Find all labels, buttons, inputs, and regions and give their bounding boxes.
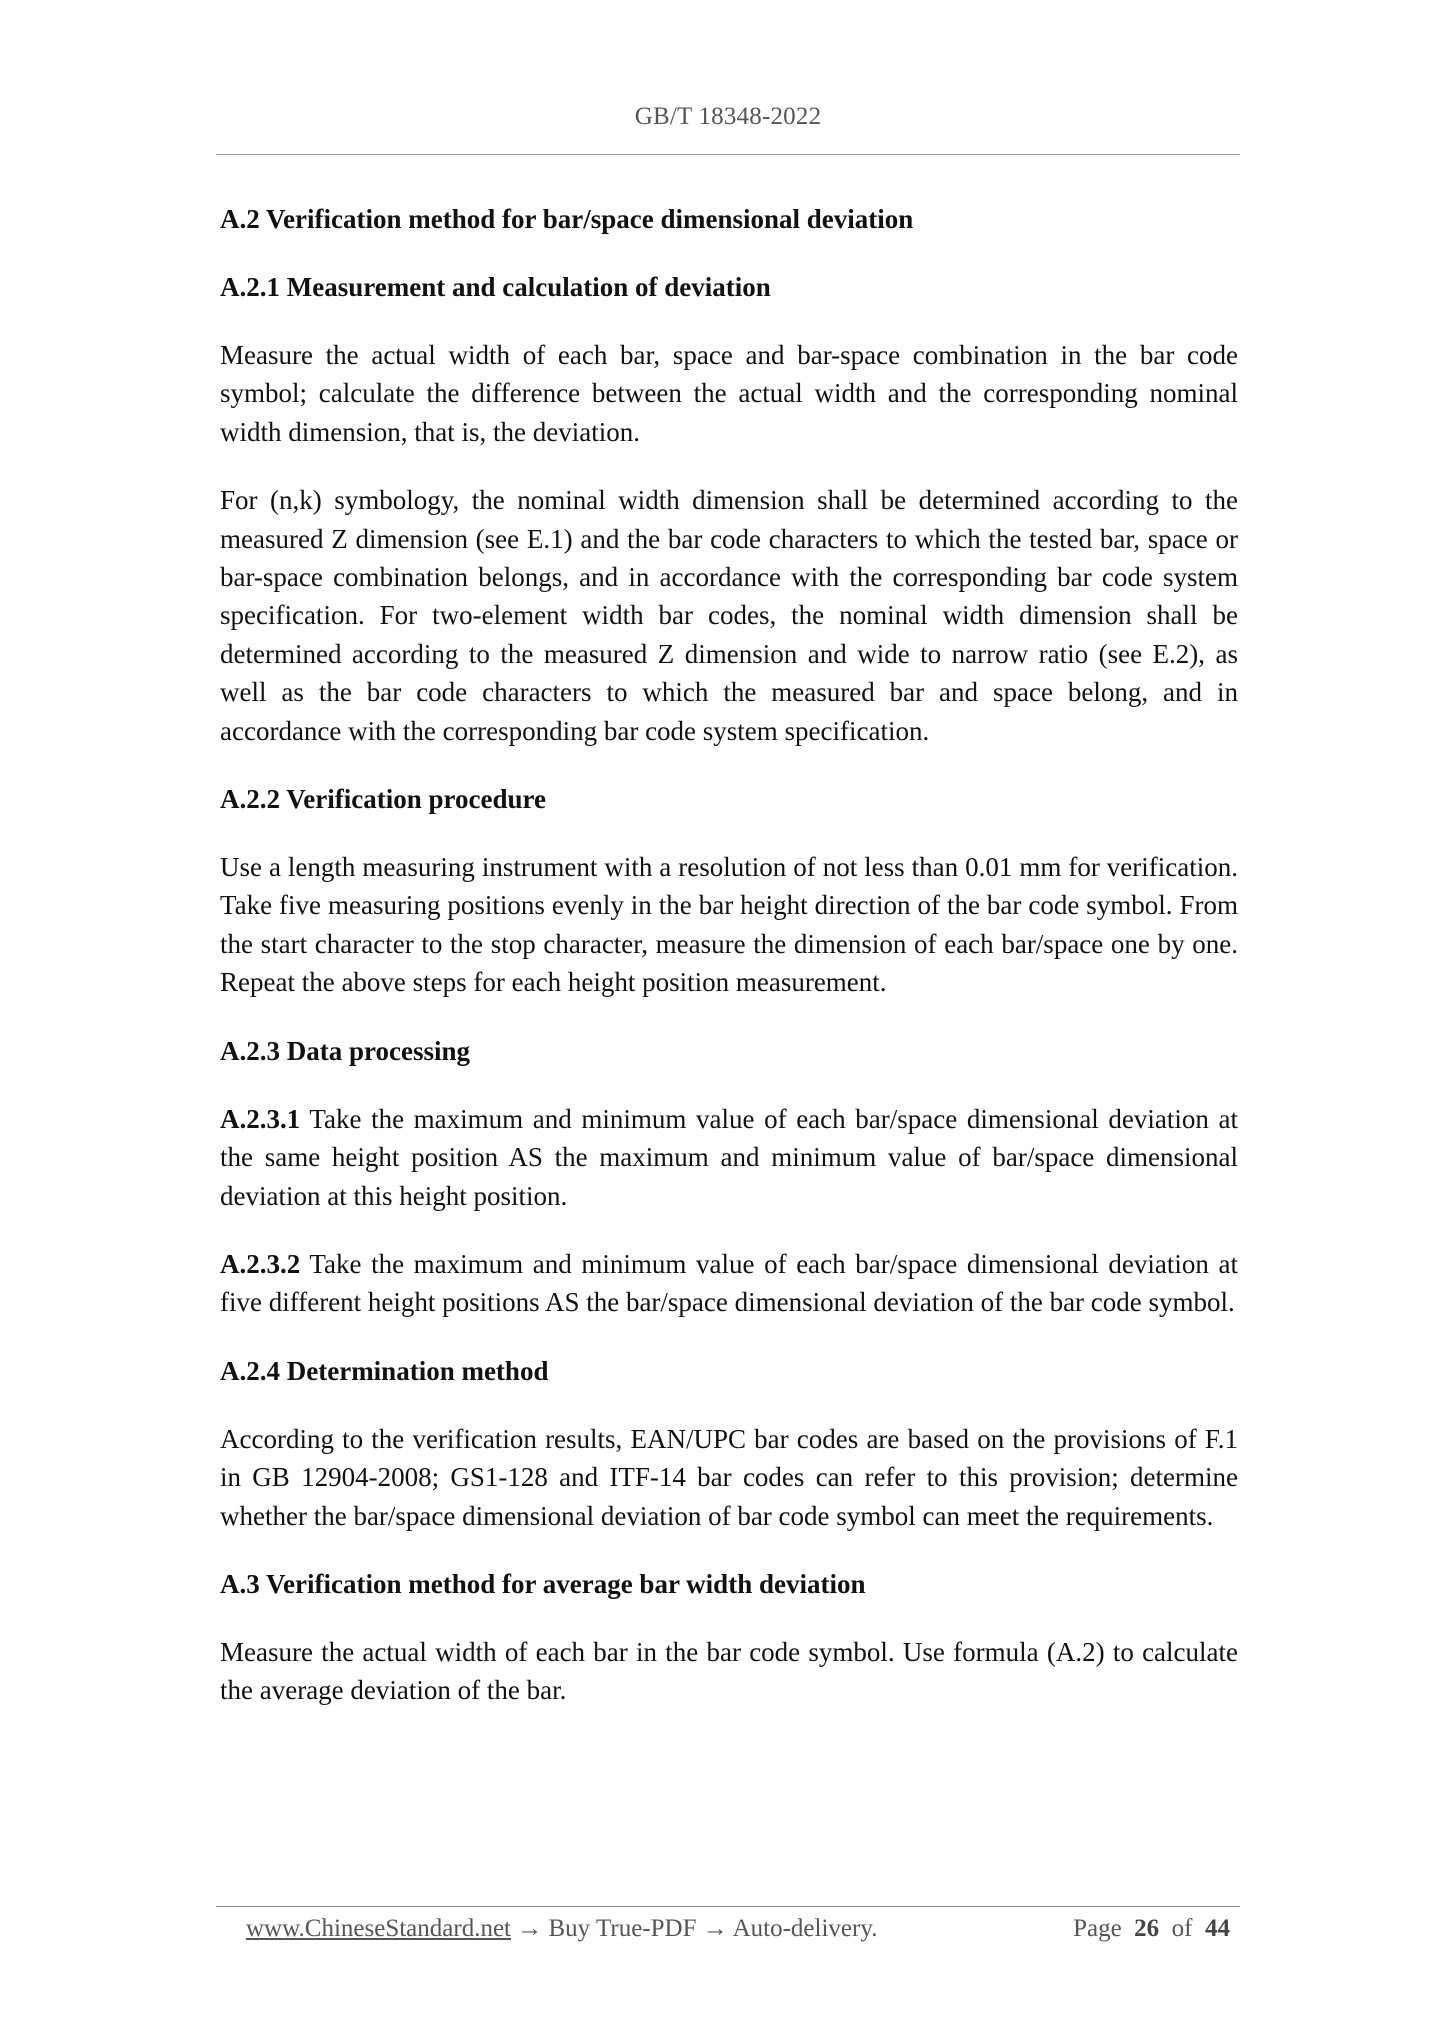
total-page-number: 44 xyxy=(1205,1915,1230,1942)
footer-divider xyxy=(216,1906,1240,1907)
clause-text-a232: Take the maximum and minimum value of each bar/space dimensional deviation at five different height positions AS the bar/space dimensional deviation of the bar code symbol. xyxy=(220,1248,1238,1318)
of-word: of xyxy=(1171,1915,1193,1942)
page-counter xyxy=(1073,1912,1230,1946)
paragraph-a21-1: Measure the actual width of each bar, space and bar-space combination in the bar code symbol; calculate the difference between the actual width and the corresponding nominal width dimension, that is, the deviation. xyxy=(220,340,1238,447)
paragraph-a3-1: Measure the actual width of each bar in the bar code symbol. Use formula (A.2) to calculate the average deviation of the bar. xyxy=(220,1636,1238,1706)
paragraph-a231 xyxy=(220,1100,1238,1215)
auto-delivery-text: Auto-delivery. xyxy=(732,1915,878,1942)
clause-text-a231: Take the maximum and minimum value of each bar/space dimensional deviation at the same height position AS the maximum and minimum value of bar/space dimensional deviation at this height position. xyxy=(220,1103,1238,1211)
section-heading-a3: A.3 Verification method for average bar width deviation xyxy=(220,1568,866,1599)
site-link[interactable]: www.ChineseStandard.net xyxy=(246,1915,511,1942)
document-body xyxy=(220,200,1238,1740)
arrow-right-icon: → xyxy=(696,1915,733,1942)
page-word: Page xyxy=(1073,1915,1122,1942)
section-heading-a22: A.2.2 Verification procedure xyxy=(220,784,546,815)
arrow-right-icon: → xyxy=(511,1915,549,1942)
buy-pdf-text: Buy True-PDF xyxy=(548,1915,697,1942)
clause-number-a231: A.2.3.1 xyxy=(220,1103,301,1134)
footer-links xyxy=(246,1912,877,1946)
header-divider xyxy=(216,154,1240,155)
page-header-doc-id: GB/T 18348-2022 xyxy=(634,103,822,130)
section-heading-a2: A.2 Verification method for bar/space dimensional deviation xyxy=(220,204,914,234)
section-heading-a24: A.2.4 Determination method xyxy=(220,1355,549,1386)
paragraph-a232 xyxy=(220,1245,1238,1322)
paragraph-a22-1: Use a length measuring instrument with a resolution of not less than 0.01 mm for verification. Take five measuring positions evenly in the bar height direction of the bar code symbol. From the start character to the stop character, measure the dimension of each bar/space one by one. Repeat the above steps for each height position measurement. xyxy=(220,852,1238,998)
paragraph-a21-2: For (n,k) symbology, the nominal width dimension shall be determined according to the measured Z dimension (see E.1) and the bar code characters to which the tested bar, space or bar-space combination belongs, and in accordance with the corresponding bar code system specification. For two-element width bar codes, the nominal width dimension shall be determined according to the measured Z dimension and wide to narrow ratio (see E.2), as well as the bar code characters to which the measured bar and space belong, and in accordance with the corresponding bar code system specification. xyxy=(220,485,1238,746)
clause-number-a232: A.2.3.2 xyxy=(220,1248,301,1279)
section-heading-a23: A.2.3 Data processing xyxy=(220,1035,471,1066)
section-heading-a21: A.2.1 Measurement and calculation of deviation xyxy=(220,272,771,302)
paragraph-a24-1: According to the verification results, EAN/UPC bar codes are based on the provisions of F.1 in GB 12904-2008; GS1-128 and ITF-14 bar codes can refer to this provision; determine whether the bar/space dimensional deviation of bar code symbol can meet the requirements. xyxy=(220,1423,1238,1531)
current-page-number: 26 xyxy=(1134,1915,1160,1942)
